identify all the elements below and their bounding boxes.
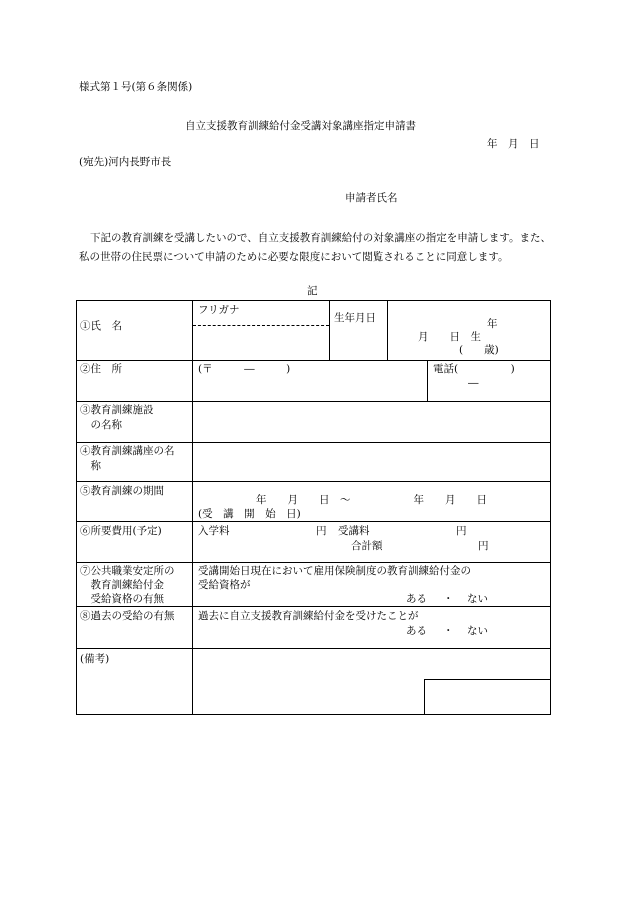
row-divider-5 — [76, 521, 551, 522]
furigana-dashed-line — [193, 325, 329, 326]
course-label-line1: ④教育訓練講座の名 — [80, 445, 175, 457]
table-border-bottom — [76, 714, 551, 715]
row-divider-1 — [76, 360, 551, 361]
addressee: (宛先)河内長野市長 — [79, 156, 172, 168]
row-divider-6 — [76, 562, 551, 563]
row-divider-2 — [76, 401, 551, 402]
form-title: 自立支援教育訓練給付金受講対象講座指定申請書 — [185, 120, 416, 132]
period-range: 年 月 日 ～ 年 月 日 — [256, 494, 487, 506]
age-label: ( 歳) — [459, 344, 499, 356]
entrance-fee-yen: 円 — [316, 525, 327, 537]
address-label: ②住 所 — [80, 363, 122, 375]
application-table — [76, 300, 551, 715]
table-border-top — [76, 300, 551, 301]
row-divider-3 — [76, 442, 551, 443]
birth-month-day-label: 月 日 生 — [418, 331, 481, 343]
row-divider-7 — [76, 606, 551, 607]
ki-label: 記 — [307, 285, 318, 297]
name-label: ①氏 名 — [80, 320, 122, 332]
furigana-label: フリガナ — [198, 304, 240, 316]
eligibility-label-line3: 受給資格の有無 — [80, 593, 164, 605]
form-number: 様式第１号(第６条関係) — [79, 81, 193, 93]
row-divider-4 — [76, 481, 551, 482]
table-border-right — [550, 300, 551, 715]
row-divider-8 — [76, 648, 551, 649]
entrance-fee-label: 入学料 — [198, 525, 230, 537]
cost-label: ⑥所要費用(予定) — [80, 525, 162, 537]
course-label-line2: 称 — [80, 460, 101, 472]
phone-dash: ― — [468, 377, 479, 389]
intro-paragraph: 下記の教育訓練を受講したいので、自立支援教育訓練給付の対象講座の指定を申請します。また、私の世帯の住民票について申請のために必要な限度において閲覧されることに同意します。 — [79, 232, 551, 263]
total-label: 合計額 — [351, 540, 383, 552]
phone-label: 電話( ) — [433, 363, 515, 375]
facility-label-line2: の名称 — [80, 419, 122, 431]
remarks-label: (備考) — [80, 653, 110, 665]
birth-year-label: 年 — [487, 318, 498, 330]
remarks-box-top — [424, 679, 550, 680]
birth-column-left — [329, 300, 330, 360]
eligibility-label-line2: 教育訓練給付金 — [80, 579, 164, 591]
past-receipt-text: 過去に自立支援教育訓練給付金を受けたことが — [198, 610, 419, 622]
applicant-name-label: 申請者氏名 — [345, 192, 398, 204]
eligibility-yes-option[interactable]: ある — [406, 593, 427, 605]
eligibility-no-option[interactable]: ない — [467, 593, 488, 605]
date-line: 年 月 日 — [487, 138, 540, 150]
period-label: ⑤教育訓練の期間 — [80, 485, 164, 497]
label-column-divider — [192, 300, 193, 715]
facility-label-line1: ③教育訓練施設 — [80, 404, 154, 416]
tuition-label: 受講料 — [338, 525, 370, 537]
total-yen: 円 — [478, 540, 489, 552]
birth-date-label: 生年月日 — [334, 312, 376, 324]
past-receipt-separator: ・ — [443, 625, 454, 637]
eligibility-label-line1: ⑦公共職業安定所の — [80, 565, 175, 577]
tuition-yen: 円 — [456, 525, 467, 537]
postal-code-field: (〒 ― ) — [198, 363, 291, 375]
past-receipt-label: ⑧過去の受給の有無 — [80, 610, 175, 622]
eligibility-separator: ・ — [443, 593, 454, 605]
remarks-box-left — [424, 679, 425, 714]
start-date-note: (受 講 開 始 日) — [198, 508, 301, 520]
past-receipt-yes-option[interactable]: ある — [406, 625, 427, 637]
birth-column-right — [387, 300, 388, 360]
eligibility-text-line1: 受講開始日現在において雇用保険制度の教育訓練給付金の — [198, 565, 471, 577]
eligibility-text-line2: 受給資格が — [198, 579, 251, 591]
phone-column-divider — [427, 360, 428, 401]
table-border-left — [76, 300, 77, 715]
past-receipt-no-option[interactable]: ない — [467, 625, 488, 637]
